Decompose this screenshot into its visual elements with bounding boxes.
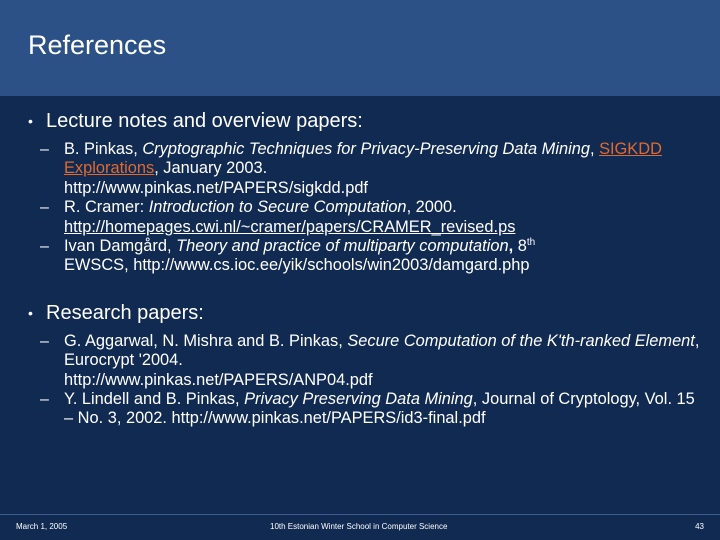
bullet-lecture-notes (28, 110, 700, 132)
reference-author: Ivan Damgård, (64, 237, 177, 256)
edition-suffix: th (526, 237, 536, 249)
footer-divider (0, 514, 720, 515)
edition-number: 8 (517, 237, 527, 256)
lecture-notes-list (28, 140, 700, 276)
reference-url: EWSCS, http://www.cs.ioc.ee/yik/schools/win2003/damgard.php (64, 256, 530, 275)
reference-item (28, 332, 700, 390)
title-bar (0, 0, 720, 96)
reference-separator: , (589, 140, 600, 158)
reference-item (28, 140, 700, 198)
reference-title: Introduction to Secure Computation (148, 198, 407, 217)
reference-venue: , Journal of Cryptology, Vol. 15 – No. 3, 2002. http://www.pinkas.net/PAPERS/id3-final.pdf (64, 390, 695, 428)
reference-title: Privacy Preserving Data Mining (244, 390, 473, 409)
reference-item (28, 237, 700, 276)
slide-title: References (28, 30, 167, 60)
dash-icon: – (40, 141, 49, 158)
reference-title: Secure Computation of the K'th-ranked Element (347, 331, 695, 350)
reference-author: Y. Lindell and B. Pinkas, (64, 390, 245, 409)
dash-icon: – (40, 332, 49, 350)
reference-venue: , Eurocrypt '2004. (64, 331, 700, 370)
bullet-research-papers (28, 302, 700, 324)
reference-url: http://www.pinkas.net/PAPERS/sigkdd.pdf (64, 178, 368, 197)
bullet-icon: • (28, 113, 33, 129)
reference-url: http://www.pinkas.net/PAPERS/ANP04.pdf (64, 370, 373, 389)
dash-icon: – (40, 238, 49, 256)
footer-date: March 1, 2005 (16, 522, 68, 531)
slide-content (28, 110, 700, 429)
cramer-paper-link[interactable]: http://homepages.cwi.nl/~cramer/papers/CRAMER_revised.ps (64, 217, 516, 236)
reference-author: R. Cramer: (64, 198, 149, 217)
dash-icon: – (40, 199, 49, 217)
section-heading: Lecture notes and overview papers: (46, 110, 363, 132)
reference-separator: , (508, 237, 518, 256)
section-heading: Research papers: (46, 301, 204, 324)
reference-item (28, 390, 700, 429)
reference-author: B. Pinkas, (64, 140, 143, 158)
reference-author: G. Aggarwal, N. Mishra and B. Pinkas, (64, 331, 348, 350)
research-papers-list (28, 332, 700, 429)
sigkdd-explorations-link[interactable]: SIGKDD Explorations (64, 140, 662, 178)
reference-date: , 2000. (406, 198, 457, 217)
reference-date: , January 2003. (154, 159, 268, 178)
reference-title: Cryptographic Techniques for Privacy-Preserving Data Mining (142, 140, 590, 158)
reference-item (28, 198, 700, 237)
bullet-icon: • (28, 304, 33, 321)
dash-icon: – (40, 391, 49, 409)
reference-title: Theory and practice of multiparty computation (176, 237, 509, 256)
page-number: 43 (695, 522, 704, 531)
footer-event: 10th Estonian Winter School in Computer Science (270, 522, 448, 531)
